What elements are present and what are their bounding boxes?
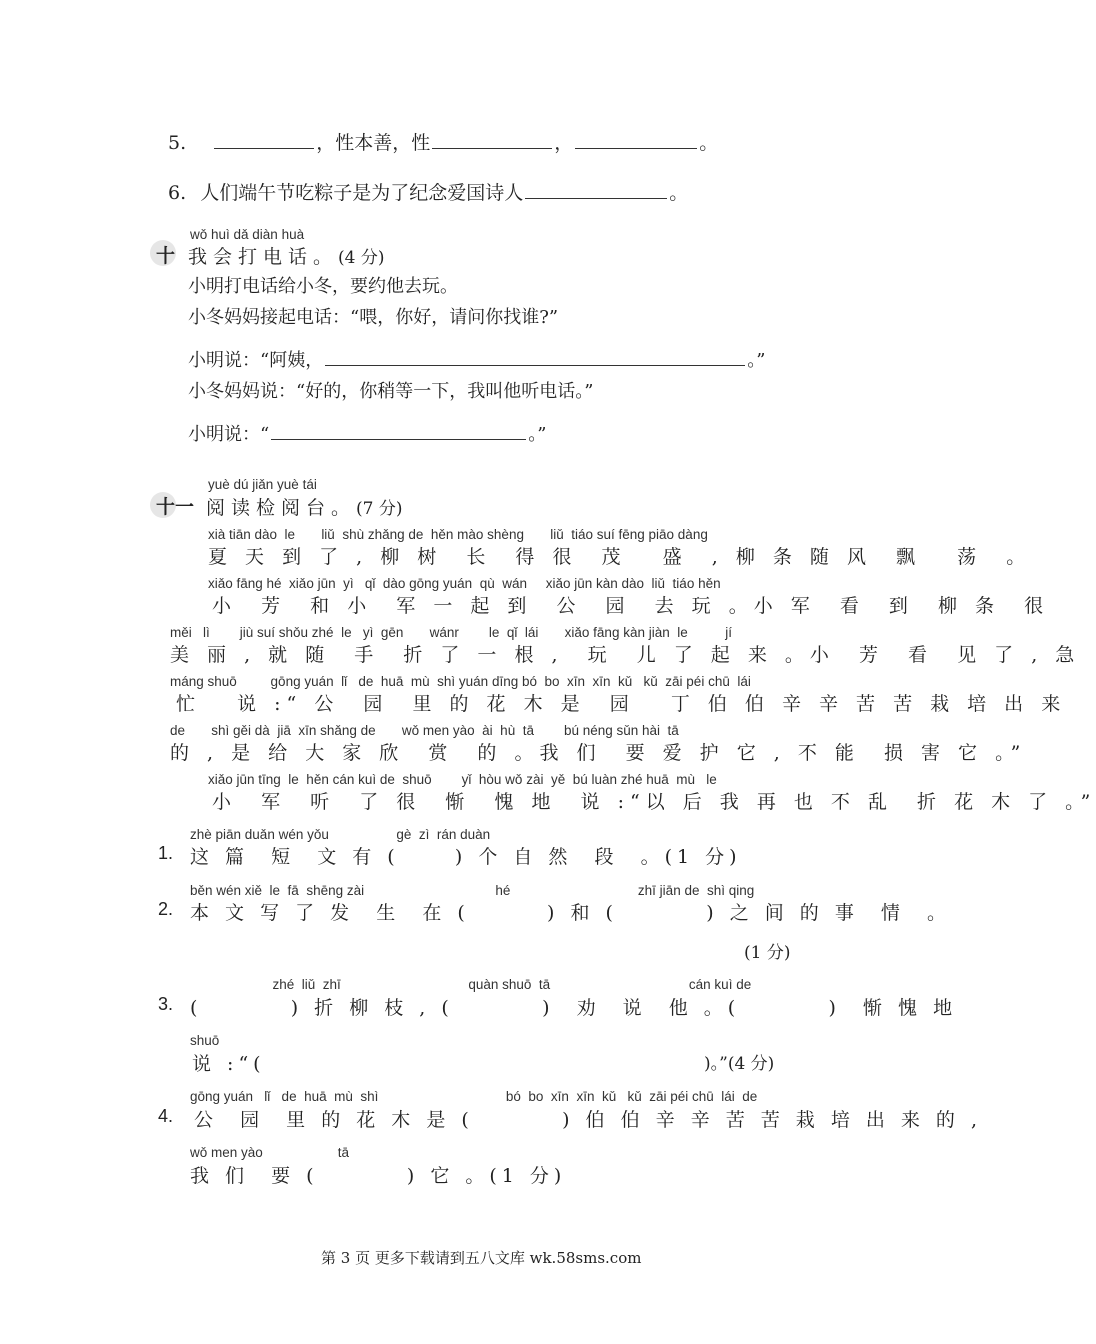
- passage-pinyin: de shì gěi dà jiā xīn shǎng de wǒ men yào ài hù tā bú néng sǔn hài tā: [170, 723, 679, 738]
- section-score: (7 分): [356, 499, 403, 519]
- passage-pinyin: měi lì jiù suí shǒu zhé le yì gēn wánr le qǐ lái xiǎo fāng kàn jiàn le jí: [170, 625, 732, 640]
- page-footer: 第 3 页 更多下载请到五八文库 wk.58sms.com: [321, 1249, 642, 1267]
- section-10-number: 十: [156, 245, 176, 267]
- answer-blank[interactable]: [271, 423, 526, 440]
- question-number: 2.: [158, 899, 174, 919]
- question-text[interactable]: 本 文 写 了 发 生 在 ( ) 和 ( ) 之 间 的 事 情 。: [190, 902, 951, 924]
- passage-pinyin: xià tiān dào le liǔ shù zhǎng de hěn mào shèng liǔ tiáo suí fēng piāo dàng: [208, 527, 708, 542]
- answer-blank[interactable]: [325, 349, 745, 366]
- passage-line: 忙 说 :“ 公 园 里 的 花 木 是 园 丁 伯 伯 辛 辛 苦 苦 栽 培 出 来: [176, 693, 1067, 715]
- dialog-text: 。”: [747, 350, 766, 371]
- passage-pinyin: xiǎo fāng hé xiǎo jūn yì qǐ dào gōng yuán qù wán xiǎo jūn kàn dào liǔ tiáo hěn: [208, 576, 721, 591]
- dialog-line-answer: [188, 346, 765, 372]
- question-score: (1 分): [744, 943, 791, 963]
- answer-blank[interactable]: [575, 132, 697, 149]
- question-number: 5.: [168, 132, 187, 154]
- passage-line: 夏 天 到 了 , 柳 树 长 得 很 茂 盛 , 柳 条 随 风 飘 荡 。: [208, 546, 1032, 568]
- question-pinyin: běn wén xiě le fā shēng zài hé zhī jiān de shì qing: [190, 883, 755, 898]
- question-text[interactable]: 说 :“(: [192, 1053, 266, 1075]
- dialog-line: 小明打电话给小冬，要约他去玩。: [188, 276, 458, 297]
- passage-pinyin: xiǎo jūn tīng le hěn cán kuì de shuō yǐ hòu wǒ zài yě bú luàn zhé huā mù le: [208, 772, 717, 787]
- answer-blank[interactable]: [214, 132, 314, 149]
- question-text[interactable]: 我 们 要 ( ) 它 。(1 分): [190, 1165, 567, 1187]
- dialog-text: 小明说：“阿姨，: [188, 350, 324, 371]
- question-text: 。: [699, 132, 719, 154]
- question-text-end: )。”(4 分): [704, 1054, 775, 1074]
- dialog-line-answer: [188, 420, 546, 446]
- question-text: 人们端午节吃粽子是为了纪念爱国诗人: [200, 182, 524, 204]
- passage-line: 美 丽 , 就 随 手 折 了 一 根 , 玩 儿 了 起 来 。小 芳 看 见 了 , 急: [170, 644, 1081, 666]
- question-text[interactable]: ( ) 折 柳 枝 , ( ) 劝 说 他 。( ) 惭 愧 地: [190, 997, 958, 1019]
- section-11-title: [206, 493, 403, 520]
- dialog-line: 小冬妈妈说：“好的，你稍等一下，我叫他听电话。”: [188, 381, 594, 402]
- dialog-text: 。”: [528, 424, 547, 445]
- section-title: 阅读检阅台。: [206, 497, 357, 519]
- question-pinyin: wǒ men yào tā: [190, 1145, 350, 1160]
- question-text: ，性本善，性: [316, 132, 431, 154]
- passage-line: 小 军 听 了 很 惭 愧 地 说 :“以 后 我 再 也 不 乱 折 花 木 了 。”: [212, 791, 1096, 813]
- section-11-title-pinyin: yuè dú jiǎn yuè tái: [208, 477, 317, 492]
- question-text[interactable]: 公 园 里 的 花 木 是 ( ) 伯 伯 辛 辛 苦 苦 栽 培 出 来 的 ,: [194, 1109, 983, 1131]
- passage-pinyin: máng shuō gōng yuán lǐ de huā mù shì yuán dīng bó bo xīn xīn kǔ kǔ zāi péi chū lái: [170, 674, 751, 689]
- dialog-text: 小明说：“: [188, 424, 270, 445]
- question-number: 6.: [168, 182, 187, 204]
- question-text: ，: [554, 132, 574, 154]
- section-11-number: 十一: [156, 496, 195, 518]
- question-pinyin: zhè piān duǎn wén yǒu gè zì rán duàn: [190, 827, 491, 842]
- question-number: 3.: [158, 994, 174, 1014]
- question-text: 。: [669, 182, 689, 204]
- passage-line: 的 , 是 给 大 家 欣 赏 的 。我 们 要 爱 护 它 , 不 能 损 害 它 。”: [170, 742, 1027, 764]
- question-text[interactable]: 这 篇 短 文 有 ( ) 个 自 然 段 。(1 分): [190, 846, 742, 868]
- answer-blank[interactable]: [525, 182, 667, 199]
- section-10-title: [188, 242, 385, 269]
- question-5: [168, 128, 718, 155]
- question-pinyin: shuō: [190, 1033, 220, 1048]
- section-score: (4 分): [338, 248, 385, 268]
- answer-blank[interactable]: [432, 132, 552, 149]
- question-pinyin: zhé liǔ zhī quàn shuō tā cán kuì de: [190, 977, 752, 992]
- question-number: 1.: [158, 843, 174, 863]
- section-10-title-pinyin: wǒ huì dǎ diàn huà: [190, 227, 305, 242]
- dialog-line: 小冬妈妈接起电话：“喂，你好，请问你找谁?”: [188, 307, 559, 328]
- question-6: [168, 178, 688, 205]
- passage-line: 小 芳 和 小 军 一 起 到 公 园 去 玩 。小 军 看 到 柳 条 很: [212, 595, 1050, 617]
- question-number: 4.: [158, 1106, 174, 1126]
- section-title: 我会打电话。: [188, 246, 339, 268]
- question-pinyin: gōng yuán lǐ de huā mù shì bó bo xīn xīn kǔ kǔ zāi péi chū lái de: [190, 1089, 758, 1104]
